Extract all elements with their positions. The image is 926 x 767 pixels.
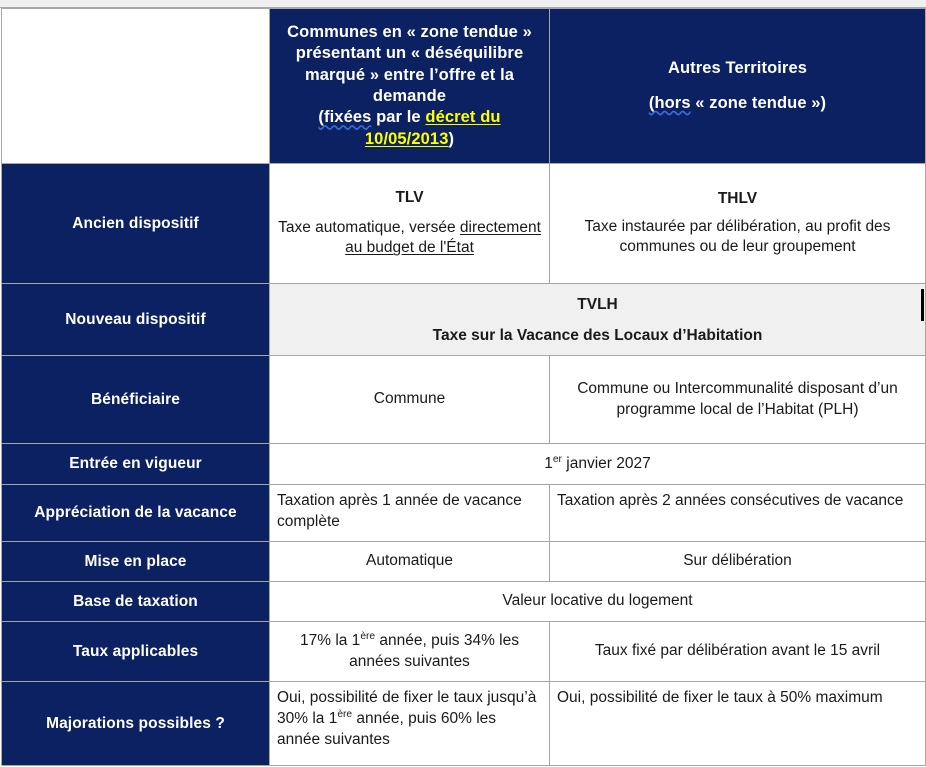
header-zone-tendue-cell: [270, 9, 550, 164]
row-label-taux-applicables: Taux applicables: [2, 622, 270, 682]
cell-mise-en-place-col3: Sur délibération: [550, 542, 926, 582]
cell-ancien-tlv-text-underlined: directement au budget de l'État: [345, 218, 541, 257]
header-zone-tendue-main: Communes en « zone tendue » présentant un « déséquilibre marqué » entre l’offre et la demande: [287, 22, 532, 105]
cell-majorations-col3: Oui, possibilité de fixer le taux à 50% maximum: [550, 682, 926, 766]
comparison-table: [1, 8, 926, 766]
row-label-mise-en-place: Mise en place: [2, 542, 270, 582]
date-number: 1: [544, 454, 553, 472]
cell-ancien-tlv: [270, 164, 550, 284]
row-label-appreciation-vacance: Appréciation de la vacance: [2, 485, 270, 542]
table-header-row: [2, 9, 926, 164]
cell-beneficiaire-commune: Commune: [270, 356, 550, 444]
cell-mise-en-place-col2: Automatique: [270, 542, 550, 582]
table-container: [0, 8, 926, 766]
header-hors-rest: « zone tendue »): [690, 94, 827, 112]
table-row-ancien-dispositif: [2, 164, 926, 284]
table-row-nouveau-dispositif: [2, 284, 926, 356]
cell-taux-col2-prefix: 17% la 1: [299, 631, 361, 649]
header-corner-cell: [2, 9, 270, 164]
cell-taux-col2-suffix: année, puis 34% les années suivantes: [349, 631, 519, 670]
table-row-majorations-possibles: [2, 682, 926, 766]
date-rest: janvier 2027: [561, 454, 651, 472]
header-autres-territoires-cell: [550, 9, 926, 164]
row-label-beneficiaire: Bénéficiaire: [2, 356, 270, 444]
cell-taux-col2-ordinal: ère: [360, 630, 376, 642]
cell-entree-en-vigueur-date: [270, 444, 926, 485]
cell-majorations-col2-prefix: Oui, possibilité de fixer le taux jusqu’à 30% la 1: [277, 689, 537, 727]
table-row-mise-en-place: [2, 542, 926, 582]
cell-base-de-taxation-value: Valeur locative du logement: [270, 582, 926, 622]
header-autres-territoires-main: Autres Territoires: [667, 58, 808, 77]
cell-majorations-col2-suffix: année, puis 60% les année suivantes: [277, 709, 497, 748]
cell-taux-col3: Taux fixé par délibération avant le 15 avril: [550, 622, 926, 682]
cell-ancien-thlv-text: Taxe instaurée par délibération, au profit des communes ou de leur groupement: [584, 217, 891, 256]
table-row-base-de-taxation: [2, 582, 926, 622]
row-label-majorations-possibles: Majorations possibles ?: [2, 682, 270, 766]
header-note-middle: par le: [371, 108, 426, 127]
table-row-appreciation-vacance: [2, 485, 926, 542]
header-hors-word: (hors: [648, 94, 691, 112]
date-ordinal-suffix: er: [552, 453, 562, 465]
row-label-nouveau-dispositif: Nouveau dispositif: [2, 284, 270, 356]
tag-tlv: TLV: [395, 188, 424, 206]
cell-appreciation-col3: Taxation après 2 années consécutives de vacance: [550, 485, 926, 542]
table-row-taux-applicables: [2, 622, 926, 682]
text-caret: [921, 289, 924, 321]
cell-ancien-thlv: [550, 164, 926, 284]
row-label-base-de-taxation: Base de taxation: [2, 582, 270, 622]
document-top-edge: [0, 0, 926, 8]
cell-ancien-tlv-text-plain: Taxe automatique, versée: [278, 218, 460, 236]
cell-majorations-col2: [270, 682, 550, 766]
header-note-prefix: (fixées: [318, 108, 372, 127]
cell-beneficiaire-intercommunalite: Commune ou Intercommunalité disposant d’un programme local de l’Habitat (PLH): [550, 356, 926, 444]
row-label-entree-en-vigueur: Entrée en vigueur: [2, 444, 270, 485]
header-note-suffix: ): [448, 129, 455, 148]
cell-majorations-col2-ordinal: ère: [337, 708, 353, 720]
header-autres-territoires-sub: [557, 93, 918, 114]
tag-thlv: THLV: [717, 189, 758, 207]
table-row-entree-en-vigueur: [2, 444, 926, 485]
tag-tvlh: TVLH: [577, 295, 618, 313]
cell-taux-col2: [270, 622, 550, 682]
decret-link[interactable]: décret du 10/05/2013: [364, 108, 501, 148]
cell-nouveau-tvlh-text: Taxe sur la Vacance des Locaux d’Habitation: [432, 326, 763, 344]
cell-nouveau-tvlh: [270, 284, 926, 356]
cell-appreciation-col2: Taxation après 1 année de vacance complète: [270, 485, 550, 542]
table-row-beneficiaire: [2, 356, 926, 444]
row-label-ancien-dispositif: Ancien dispositif: [2, 164, 270, 284]
